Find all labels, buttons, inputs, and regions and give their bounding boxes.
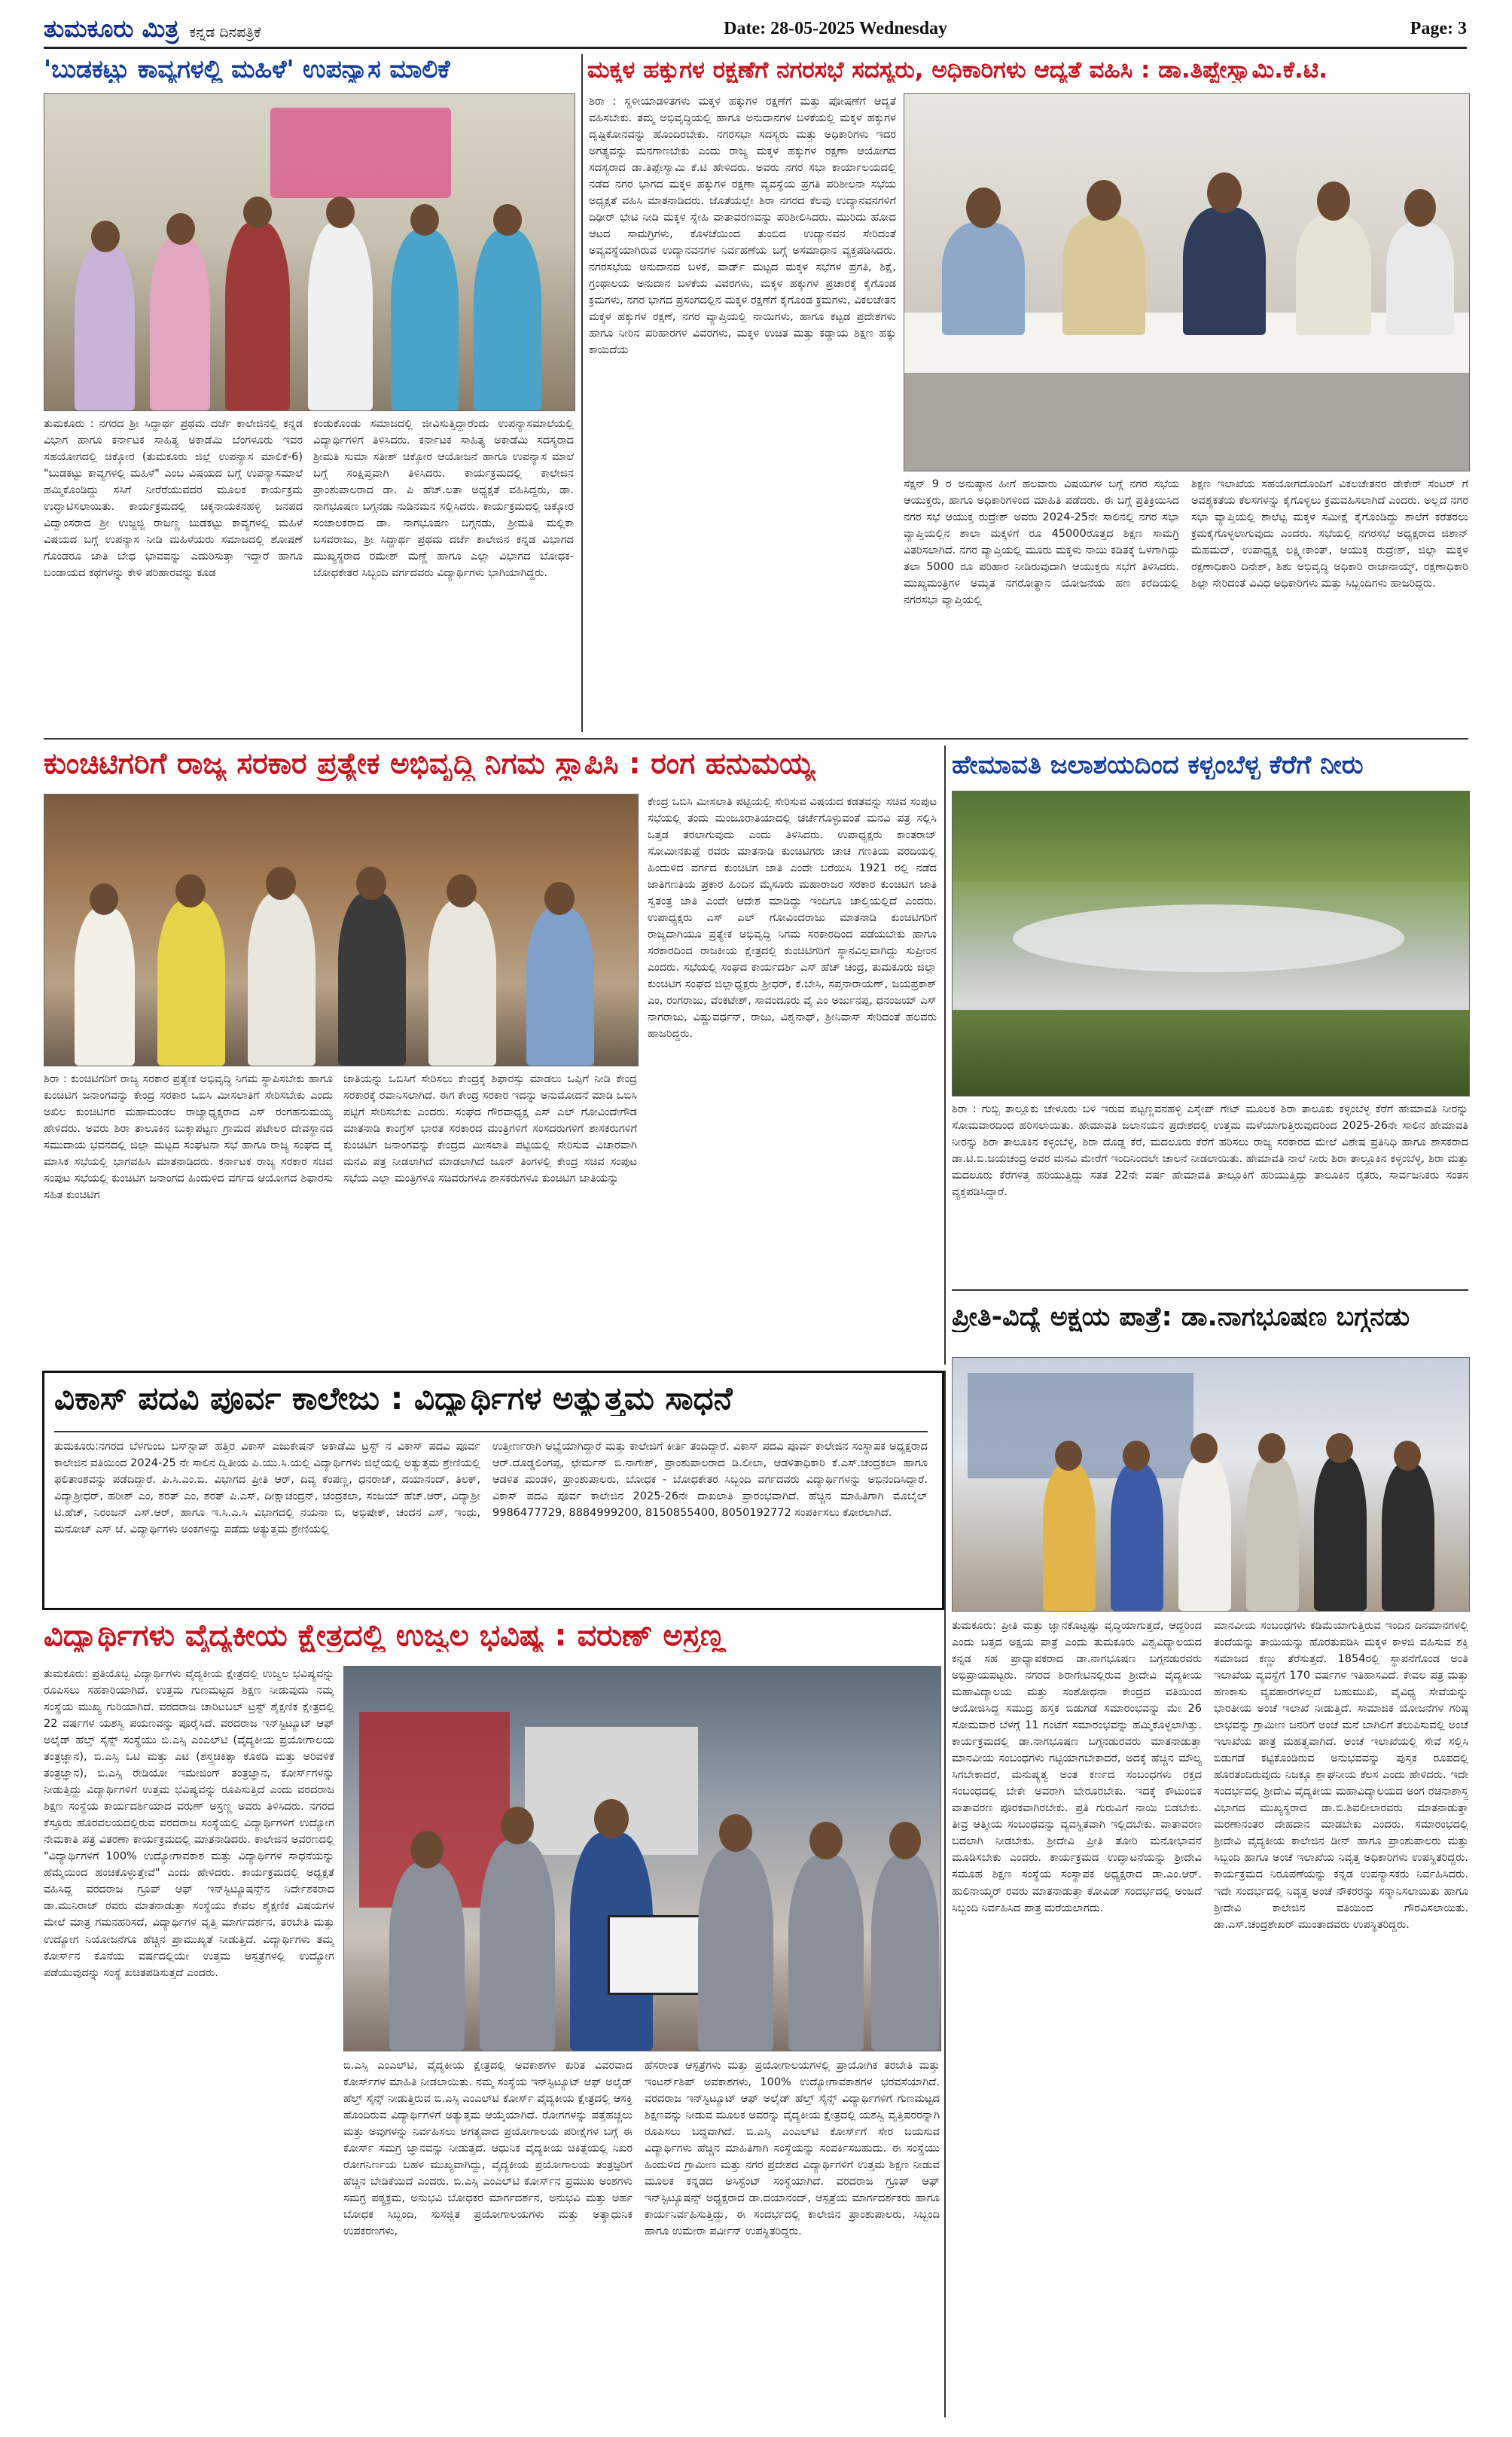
article-3-headline: ಕುಂಚಿಟಿಗರಿಗೆ ರಾಜ್ಯ ಸರಕಾರ ಪ್ರತ್ಯೇಕ ಅಭಿವೃದ್ಧಿ ನಿಗಮ ಸ್ಥಾಪಿಸಿ : ರಂಗ ಹನುಮಯ್ಯ <box>44 749 815 781</box>
article-1-photo <box>44 93 575 411</box>
page-number: Page: 3 <box>1410 18 1467 38</box>
article-4-photo <box>952 791 1470 1096</box>
article-5-body-col-1: ತುಮಕೂರು:ನಗರದ ಬೆಳಗುಂಬ ಬಸ್‌ಸ್ಟಾಪ್ ಹತ್ತಿರ ವಿಕಾಸ್ ಎಜುಕೇಷನ್ ಅಕಾಡೆಮಿ ಟ್ರಸ್ಟ್ ನ ವಿಕಾಸ್ ಪದವಿ ಪೂರ್ವ ಕಾಲೇಜಿನ ವತಿಯಿಂದ 2024-25 ನೇ ಸಾಲಿನ ದ್ವಿತೀಯ ಪಿ.ಯು.ಸಿ.ಯಲ್ಲಿ ವಿದ್ಯಾರ್ಥಿಗಳು ಜಿಲ್ಲೆಯಲ್ಲಿ ಅತ್ಯುತ್ತಮ ಶ್ರೇಣಿಯಲ್ಲಿ ಫಲಿತಾಂಶವನ್ನು ಪಡೆದಿದ್ದಾರೆ. ಪಿ.ಸಿ.ಎಂ.ಬಿ. ವಿಭಾಗದ ಪ್ರೀತಿ ಆರ್, ದಿವ್ಯ ಕೆಂಪಣ್ಣ, ಧನರಾಜ್, ದಯಾನಂದ್, ತಿಲಕ್, ವಿದ್ಯಾಶ್ರೀಧರ್, ಹರೀಶ್ ಎಂ, ಶರತ್ ಎಂ, ಶರತ್ ಪಿ.ಎಸ್, ದೀಕ್ಷಾಚಂದ್ರನ್, ಚಂದ್ರಕಲಾ, ಸಂಜಯ್ ಹೆಚ್.ಆರ್, ವಿದ್ಯಾಶ್ರೀ ಟಿ.ಹೆಚ್, ನಿರಂಜನ್ ಎಸ್.ಆರ್, ಹಾಗೂ ಇ.ಸಿ.ಎ.ಸಿ ವಿಭಾಗದಲ್ಲಿ ನಯನಾ ಬಿ, ಅಭಿಷೇಕ್, ಚಂದನ ಎಸ್, ಇಂಧು, ಮನೋಜ್ ಎಸ್ ಜೆ. ವಿದ್ಯಾರ್ಥಿಗಳು ಅಂಕಗಳನ್ನು ಪಡೆದು ಅತ್ಯುತ್ತಮ ಶ್ರೇಣಿಯಲ್ಲಿ <box>54 1441 480 1536</box>
article-1-headline: 'ಬುಡಕಟ್ಟು ಕಾವ್ಯಗಳಲ್ಲಿ ಮಹಿಳೆ' ಉಪನ್ಯಾಸ ಮಾಲಿಕೆ <box>44 56 450 84</box>
article-7-body-col-1: ತುಮಕೂರು: ಪ್ರತಿಯೊಬ್ಬ ವಿದ್ಯಾರ್ಥಿಗಳು ವೈದ್ಯಕೀಯ ಕ್ಷೇತ್ರದಲ್ಲಿ ಉಜ್ವಲ ಭವಿಷ್ಯವನ್ನು ರೂಪಿಸಲು ಸಹಕಾರಿಯಾಗಿದೆ. ಉತ್ತಮ ಗುಣಮಟ್ಟದ ಶಿಕ್ಷಣ ನೀಡುವುದು ನಮ್ಮ ಸಂಸ್ಥೆಯ ಮುಖ್ಯ ಗುರಿಯಾಗಿದೆ. ವರದರಾಜ ಚಾರಿಟಬಲ್ ಟ್ರಸ್ಟ್ ಶೈಕ್ಷಣಿಕ ಕ್ಷೇತ್ರದಲ್ಲಿ 22 ವರ್ಷಗಳ ಯಶಸ್ವಿ ಪಯಣವನ್ನು ಪೂರೈಸಿದೆ. ವರದರಾಜ ಇನ್‌ಸ್ಟಿಟ್ಯೂಟ್ ಆಫ್ ಅಲೈಡ್ ಹೆಲ್ತ್ ಸೈನ್ಸ್ ಸಂಸ್ಥೆಯು ಬಿ.ಎಸ್ಸಿ ಎಂಎಲ್‌ಟಿ (ವೈದ್ಯಕೀಯ ಪ್ರಯೋಗಾಲಯ ತಂತ್ರಜ್ಞಾನ), ಬಿ.ಎಸ್ಸಿ ಒಟಿ ಮತ್ತು ಎಟಿ (ಶಸ್ತ್ರಚಿಕಿತ್ಸಾ ಕೊಠಡಿ ಮತ್ತು ಅರಿವಳಿಕೆ ತಂತ್ರಜ್ಞಾನ), ಬಿ.ಎಸ್ಸಿ ರೇಡಿಯೋ ಇಮೇಜಿಂಗ್ ತಂತ್ರಜ್ಞಾನ, ಕೋರ್ಸ್‌ಗಳನ್ನು ನೀಡುತ್ತಿದ್ದು ವಿದ್ಯಾರ್ಥಿಗಳಿಗೆ ಉತ್ತಮ ಭವಿಷ್ಯವನ್ನು ರೂಪಿಸುತ್ತಿದೆ ಎಂದು ವರದರಾಜ ಶಿಕ್ಷಣ ಸಂಸ್ಥೆಯ ಕಾರ್ಯದರ್ಶಿಯಾದ ವರುಣ್ ಅಸ್ರಣ್ಣ ಅವರು ತಿಳಿಸಿದರು. ನಗರದ ಕೆಸ್ತೂರು ಹೊರವಲಯದಲ್ಲಿರುವ ವರದರಾಜ ಸಂಸ್ಥೆಯಲ್ಲಿ ವಿದ್ಯಾರ್ಥಿಗಳಿಗೆ ಉದ್ಯೋಗ ನೇಮಕಾತಿ ಪತ್ರ ವಿತರಣಾ ಕಾರ್ಯಕ್ರಮದಲ್ಲಿ ಮಾತನಾಡಿದರು. ಕಾಲೇಜಿನ ಅವರಣದಲ್ಲಿ "ವಿದ್ಯಾರ್ಥಿಗಳಿಗೆ 100% ಉದ್ಯೋಗಾವಕಾಶ ಮತ್ತು ವಿದ್ಯಾರ್ಥಿಗಳ ಸಾಧನೆಯನ್ನು ಹೆಮ್ಮೆಯಿಂದ ಹಂಚಿಕೊಳ್ಳುತ್ತೇವೆ" ಎಂದು ಹೇಳಿದರು. ಕಾರ್ಯಕ್ರಮದಲ್ಲಿ ಅಧ್ಯಕ್ಷತೆ ವಹಿಸಿದ್ದ ವರದರಾಜ ಗ್ರೂಪ್ ಆಫ್ ಇನ್‌ಸ್ಟಿಟ್ಯೂಷನ್ಸ್‌ನ ನಿರ್ದೇಶಕರಾದ ಡಾ.ಮುನಿರಾಜ್ ರವರು ಮಾತನಾಡುತ್ತಾ ಸಂಸ್ಥೆಯು ಕೇವಲ ಶೈಕ್ಷಣಿಕ ವಿಷಯಗಳ ಮೇಲೆ ಮಾತ್ರ ಗಮನಹರಿಸದೆ, ವಿದ್ಯಾರ್ಥಿಗಳ ವೃತ್ತಿ ಮಾರ್ಗದರ್ಶನ, ತರಬೇತಿ ಮತ್ತು ಉದ್ಯೋಗ ನಿಯೋಜನೆಗೂ ಹೆಚ್ಚಿನ ಪ್ರಾಮುಖ್ಯತೆ ನೀಡುತ್ತಿದೆ. ವಿದ್ಯಾರ್ಥಿಗಳು ತಮ್ಮ ಕೋರ್ಸ್‌ನ ಕೊನೆಯ ವರ್ಷದಲ್ಲಿಯೇ ಉತ್ತಮ ಆಸ್ಪತ್ರೆಗಳಲ್ಲಿ ಉದ್ಯೋಗ ಪಡೆಯುವುದನ್ನು ಸಂಸ್ಥೆ ಖಚಿತಪಡಿಸುತ್ತದೆ ಎಂದರು. <box>44 1668 334 1979</box>
article-7-photo <box>343 1666 941 2051</box>
article-1-body-col-1: ತುಮಕೂರು : ನಗರದ ಶ್ರೀ ಸಿದ್ಧಾರ್ಥ ಪ್ರಥಮ ದರ್ಜೆ ಕಾಲೇಜಿನಲ್ಲಿ ಕನ್ನಡ ವಿಭಾಗ ಹಾಗೂ ಕರ್ನಾಟಕ ಸಾಹಿತ್ಯ ಅಕಾಡೆಮಿ ಬೆಂಗಳೂರು ಇವರ ಸಹಯೋಗದಲ್ಲಿ ಚಿಕ್ಕೋರ (ತುಮಕೂರು ಜಿಲ್ಲೆ ಉಪನ್ಯಾಸ ಮಾಲಿಕೆ-6) "ಬುಡಕಟ್ಟು ಕಾವ್ಯಗಳಲ್ಲಿ ಮಹಿಳೆ" ಎಂಬ ವಿಷಯದ ಬಗ್ಗೆ ಉಪನ್ಯಾಸಮಾಲೆ ಹಮ್ಮಿಕೊಂಡಿದ್ದು ಸಸಿಗೆ ನೀರೆರೆಯುವದರ ಮೂಲಕ ಕಾರ್ಯಕ್ರಮ ಉದ್ಘಾಟಿಸಲಾಯಿತು. ಕಾರ್ಯಕ್ರಮದಲ್ಲಿ ಚಿಕ್ಕನಾಯಕನಹಳ್ಳಿ ಜನಪದ ವಿದ್ವಾಂಸರಾದ ಶ್ರೀ ಉಜ್ಜಜ್ಜಿ ರಾಜಣ್ಣ ಬುಡಕಟ್ಟು ಕಾವ್ಯಗಳಲ್ಲಿ ಮಹಿಳೆ ವಿಷಯದ ಬಗ್ಗೆ ಉಪನ್ಯಾಸ ನೀಡಿ ಮಹಿಳೆಯರು ಸಮಾಜದಲ್ಲಿ ಶೋಷಣೆ ಗೊಂಡರೂ ಜಾತಿ ಬೇಧ ಭಾವವನ್ನು ಎದುರಿಸುತ್ತಾ ಇದ್ದಾರೆ ಹಾಗೂ ಬಂಡಾಯದ ಕಥೆಗಳನ್ನು ಕೇಳಿ ಪರಿಹಾರವನ್ನು ಕೂಡ <box>44 418 303 580</box>
article-6-photo <box>952 1357 1470 1612</box>
article-5-headline: ವಿಕಾಸ್ ಪದವಿ ಪೂರ್ವ ಕಾಲೇಜು : ವಿದ್ಯಾರ್ಥಿಗಳ ಅತ್ಯುತ್ತಮ ಸಾಧನೆ <box>54 1381 733 1417</box>
article-6-headline: ಪ್ರೀತಿ-ವಿದ್ಯೆ ಅಕ್ಷಯ ಪಾತ್ರೆ: ಡಾ.ನಾಗಭೂಷಣ ಬಗ್ಗನಡು <box>952 1303 1410 1332</box>
article-3-body-col-2: ಜಾತಿಯನ್ನು ಒಬಿಸಿಗೆ ಸೇರಿಸಲು ಕೇಂದ್ರಕ್ಕೆ ಶಿಫಾರಸ್ಸು ಮಾಡಲು ಒಪ್ಪಿಗೆ ನೀಡಿ ಕೇಂದ್ರ ಸರಕಾರಕ್ಕೆ ರವಾನಿಸಲಾಗಿದೆ. ಈಗ ಕೇಂದ್ರ ಸರಕಾರ ಇದನ್ನು ಅನುಮೋದನೆ ಮಾಡಿ ಒಬಿಸಿ ಪಟ್ಟಿಗೆ ಸೇರಿಸಬೇಕು ಎಂದರು. ಸಂಘದ ಗೌರವಾಧ್ಯಕ್ಷ ಎಸ್ ಎಲ್ ಗೋವಿಂದೇಗೌಡ ಮಾತನಾಡಿ ಕಾಂಗ್ರೆಸ್ ಭಾರತ ಸರಕಾರದ ಮಂತ್ರಿಗಳಿಗೆ ಸಂಸದರುಗಳಿಗೆ ಶಾಸಕರುಗಳಿಗೆ ಕುಂಚಿಟಿಗ ಜನಾಂಗವನ್ನು ಕೇಂದ್ರದ ಮೀಸಲಾತಿ ಪಟ್ಟಿಯಲ್ಲಿ ಸೇರಿಸುವ ವಿಚಾರವಾಗಿ ಮನವಿ ಪತ್ರ ನೀಡಲಾಗಿದೆ ಮಾಡಲಾಗಿದೆ ಜೂನ್ ತಿಂಗಳಲ್ಲಿ ಕೇಂದ್ರ ಸಚಿವ ಸಂಪುಟ ಸಭೆಯ ಎಲ್ಲಾ ಮಂತ್ರಿಗಳೂ ಸಚಿವರುಗಳೂ ಶಾಸಕರುಗಳೂ ಕುಂಚಿಟಿಗ ಜಾತಿಯನ್ನು <box>343 1073 637 1185</box>
article-3-photo <box>44 794 639 1066</box>
article-2-body-col-2: ಸೆಕ್ಷನ್ 9 ರ ಅನುಷ್ಠಾನ ಹೀಗೆ ಹಲವಾರು ವಿಷಯಗಳ ಬಗ್ಗೆ ನಗರ ಸಭೆಯ ಆಯುಕ್ತರು, ಹಾಗೂ ಅಧಿಕಾರಿಗಳಿಂದ ಮಾಹಿತಿ ಪಡೆದರು. ಈ ಬಗ್ಗೆ ಪ್ರತಿಕ್ರಿಯಿಸಿದ ನಗರ ಸಭೆ ಆಯುಕ್ತ ರುದ್ರೇಶ್ ಅವರು 2024-25ನೇ ಸಾಲಿನಲ್ಲಿ ನಗರ ಸಭಾ ವ್ಯಾಪ್ತಿಯಲ್ಲಿನ ಶಾಲಾ ಮಕ್ಕಳಿಗೆ ರೂ 45000ರೊತ್ತದ ಶಿಕ್ಷಣ ಸಾಮಗ್ರಿ ವಿತರಿಸಲಾಗಿದೆ. ನಗರ ವ್ಯಾಪ್ತಿಯಲ್ಲಿ ಮೂರು ಮಕ್ಕಳು ನಾಯಿ ಕಡಿತಕ್ಕೆ ಒಳಗಾಗಿದ್ದು ತಲಾ 5000 ರೂ ಪರಿಹಾರ ನೀಡಿರುವುದಾಗಿ ಆಯುಕ್ತರು ಸಭೆಗೆ ತಿಳಿಸಿದರು. ಮುಖ್ಯಮಂತ್ರಿಗಳ ಅಮೃತ ನಗರೋತ್ಥಾನ ಯೋಜನೆಯ ಹಣ ಕರೆದಿಯಲ್ಲಿ ನಗರಸಭಾ ವ್ಯಾಪ್ತಿಯಲ್ಲಿ <box>904 478 1179 607</box>
masthead <box>44 11 1467 49</box>
article-4-headline: ಹೇಮಾವತಿ ಜಲಾಶಯದಿಂದ ಕಳ್ಳಂಬೆಳ್ಳ ಕೆರೆಗೆ ನೀರು <box>952 752 1364 780</box>
article-2-photo <box>904 93 1470 471</box>
article-2-body-col-1: ಶಿರಾ : ಸ್ಥಳೀಯಾಡಳಿತಗಳು ಮಕ್ಕಳ ಹಕ್ಕುಗಳ ರಕ್ಷಣೆಗೆ ಮತ್ತು ಪೋಷಣೆಗೆ ಆದ್ಯತೆ ವಹಿಸಬೇಕು. ತಮ್ಮ ಅಭಿವೃದ್ಧಿಯಲ್ಲಿ ಹಾಗೂ ಅನುದಾನಗಳ ಬಳಕೆಯಲ್ಲಿ ಮಕ್ಕಳ ಹಕ್ಕುಗಳ ದೃಷ್ಟಿಕೋನವನ್ನು ಹೊಂದಿರಬೇಕು. ನಗರಸಭಾ ಸದಸ್ಯರು ಮತ್ತು ಅಧಿಕಾರಿಗಳು ಇದರ ಅಗತ್ಯವನ್ನು ಮನಗಾಣಬೇಕು ಎಂದು ರಾಜ್ಯ ಮಕ್ಕಳ ಹಕ್ಕುಗಳ ರಕ್ಷಣಾ ಆಯೋಗದ ಸದಸ್ಯರಾದ ಡಾ.ತಿಪ್ಪೇಸ್ವಾಮಿ ಕೆ.ಟಿ ಹೇಳಿದರು. ಅವರು ನಗರ ಸಭಾ ಕಾರ್ಯಾಲಯದಲ್ಲಿ ನಡೆದ ನಗರ ಭಾಗದ ಮಕ್ಕಳ ಹಕ್ಕುಗಳ ರಕ್ಷಣಾ ವ್ಯವಸ್ಥೆಯ ಪ್ರಗತಿ ಪರಿಶೀಲನಾ ಸಭೆಯ ಅಧ್ಯಕ್ಷತೆ ವಹಿಸಿ ಮಾತನಾಡಿದರು. ಜೊತೆಯಲ್ಲೇ ಶಿರಾ ನಗರದ ಕೆಲವು ಉದ್ಯಾನವನಗಳಿಗೆ ದಿಢೀರ್ ಭೇಟಿ ನೀಡಿ ಮಕ್ಕಳ ಸ್ನೇಹಿ ವಾತಾವರಣವನ್ನು ಪರಿಶೀಲಿಸಿದರು. ಮುರಿದು ಹೋದ ಆಟದ ಸಾಮಗ್ರಿಗಳು, ಕೊಳಚೆಯಿಂದ ತುಂಬಿದ ಉದ್ಯಾನವನ ಸೇರಿದಂತೆ ಅವ್ಯವಸ್ಥೆಯಾಗಿರುವ ಉದ್ಯಾನವನಗಳ ನಿರ್ವಹಣೆಯ ಬಗ್ಗೆ ಅಸಮಾಧಾನ ವ್ಯಕ್ತಪಡಿಸಿದರು. ನಗರಸಭೆಯ ಅನುದಾನದ ಬಳಕೆ, ವಾರ್ಡ್ ಮಟ್ಟದ ಮಕ್ಕಳ ಸಭೆಗಳ ಪ್ರಗತಿ, ಶಿಕ್ಷೆ, ಗ್ರಂಥಾಲಯ ಅನುದಾನ ಬಳಕೆಯ ವಿವರಗಳು, ಮಕ್ಕಳ ಹಕ್ಕುಗಳ ಪ್ರಚಾರಕ್ಕೆ ಕೈಗೊಂಡ ಕ್ರಮಗಳು, ನಗರ ಭಾಗದ ಪ್ರಸಂಗದಲ್ಲಿನ ಮಕ್ಕಳ ರಕ್ಷಣೆಗೆ ಕೈಗೊಂಡ ಕ್ರಮಗಳು, ವಿಕಲಚೇತನ ಮಕ್ಕಳ ಹಕ್ಕುಗಳ ರಕ್ಷಣೆ, ನಗರ ವ್ಯಾಪ್ತಿಯಲ್ಲಿ ನಾಯಿಗಳು, ಹಾಗೂ ಕಟ್ಟಡ ಪ್ರದೇಶಗಳು ಹಾಗೂ ನೀರಿನ ಪರಿಹಾರಗಳ ವಿವರಗಳು, ಮಕ್ಕಳ ಉಚಿತ ಮತ್ತು ಕಡ್ಡಾಯ ಶಿಕ್ಷಣ ಹಕ್ಕು ಕಾಯಿದೆಯ <box>589 96 896 357</box>
issue-date: Date: 28-05-2025 Wednesday <box>724 18 948 38</box>
article-7-headline: ವಿದ್ಯಾರ್ಥಿಗಳು ವೈದ್ಯಕೀಯ ಕ್ಷೇತ್ರದಲ್ಲಿ ಉಜ್ವಲ ಭವಿಷ್ಯ : ವರುಣ್ ಅಸ್ರಣ್ಣ <box>44 1619 726 1652</box>
article-3-body-col-1: ಶಿರಾ : ಕುಂಚಿಟಿಗರಿಗೆ ರಾಜ್ಯ ಸರಕಾರ ಪ್ರತ್ಯೇಕ ಅಭಿವೃದ್ಧಿ ನಿಗಮ ಸ್ಥಾಪಿಸಬೇಕು ಹಾಗೂ ಕುಂಚಿಟಿಗ ಜನಾಂಗವನ್ನು ಕೇಂದ್ರ ಸರಕಾರ ಒಬಿಸಿ ಮೀಸಲಾತಿಗೆ ಸೇರಿಸಬೇಕು ಎಂದು ಅಖಿಲ ಕುಂಚಿಟಿಗರ ಮಹಾಮಂಡಲ ರಾಜ್ಯಾಧ್ಯಕ್ಷರಾದ ಎಸ್ ರಂಗಹನುಮಯ್ಯ ಹೇಳಿದರು. ಅವರು ಶಿರಾ ತಾಲೂಕಿನ ಬುಕ್ಕಾಪಟ್ಟಣ ಗ್ರಾಮದ ಪಟೇಲರ ದೇವಸ್ಥಾನದ ಸಮುದಾಯ ಭವನದಲ್ಲಿ ಜಿಲ್ಲಾ ಮಟ್ಟದ ಸಂಘಟನಾ ಸಭೆ ಹಾಗೂ ರಾಜ್ಯ ಸಂಘದ ವೈ ಮಾಸಿಕ ಸಭೆಯಲ್ಲಿ ಭಾಗವಹಿಸಿ ಮಾತನಾಡಿದರು. ಕರ್ನಾಟಕ ರಾಜ್ಯ ಸರಕಾರ ಸಚಿವ ಸಂಪುಟ ಸಭೆಯಲ್ಲಿ ಕುಂಚಿಟಿಗ ಜನಾಂಗದ ಹಿಂದುಳಿದ ವರ್ಗದ ಆಯೋಗದ ಶಿಫಾರಸು ಸಹಿತ ಕುಂಚಿಟಿಗ <box>44 1073 333 1202</box>
article-6-body-col-2: ಮಾನವೀಯ ಸಂಬಂಧಗಳು ಕಡಿಮೆಯಾಗುತ್ತಿರುವ ಇಂದಿನ ದಿನಮಾನಗಳಲ್ಲಿ ತಂದೆಯನ್ನು ತಾಯಿಯನ್ನು ಹೊರತುಪಡಿಸಿ ಮಕ್ಕಳ ಕಾಳಜಿ ವಹಿಸುವ ಶಕ್ತಿ ಸಮಾಜದ ಕಣ್ಣು ತೆರೆಸುತ್ತದೆ. 1854ರಲ್ಲಿ ಸ್ಥಾಪನೆಗೊಂಡ ಅಂತಿ ಇಲಾಖೆಯ ವ್ಯವಸ್ಥೆಗೆ 170 ವರ್ಷಗಳ ಇತಿಹಾಸವಿದೆ. ಕೇವಲ ಪತ್ರ ಮತ್ತು ಹಣಕಾಸು ವ್ಯವಹಾರಗಳಲ್ಲದೆ ಬಹುಮುಖಿ, ವೈವಿಧ್ಯ ಸೇವೆಯನ್ನು ಭಾರತೀಯ ಅಂಚೆ ಇಲಾಖೆ ನೀಡುತ್ತಿದೆ. ಸಾಮಾಜಿಕ ಯೋಜನೆಗಳ ಗರಿಷ್ಠ ಲಾಭವನ್ನು ಗ್ರಾಮೀಣ ಜನರಿಗೆ ಅಂಚೆ ಮನೆ ಬಾಗಿಲಿಗೆ ತಲುಪಿಸುವಲ್ಲಿ ಅಂಚೆ ಇಲಾಖೆಯ ಪಾತ್ರ ಮಹತ್ವವಾಗಿದೆ. ಅಂಚೆ ಇಲಾಖೆಯಲ್ಲಿ ಸೇವೆ ಸಲ್ಲಿಸಿ ಬಿಡುಗಡೆ ಕಟ್ಟಿಕೊಂಡಿರುವ ಅನುಭವವನ್ನು ಪುಸ್ತಕ ರೂಪದಲ್ಲಿ ಹೊರತಂದಿರುವುದು ನಿಜಕ್ಕೂ ಶ್ಲಾಘನೀಯ ಕೆಲಸ ಎಂದು ಹೇಳಿದರು. ಇದೇ ಸಂದರ್ಭದಲ್ಲಿ ಶ್ರೀದೇವಿ ವೈದ್ಯಕೀಯ ಮಹಾವಿದ್ಯಾಲಯದ ಅಂಗ ರಚನಾಶಾಸ್ತ್ರ ವಿಭಾಗದ ಮುಖ್ಯಸ್ಥರಾದ ಡಾ.ಬಿ.ಶಿವಲೀಲಾರವರು ಮಾತನಾಡುತ್ತಾ ಮರಣಾನಂತರ ದೇಹದಾನ ಮಾಡಬೇಕು ಎಂದರು. ಸಮಾರಂಭದಲ್ಲಿ ಶ್ರೀದೇವಿ ವೈದ್ಯಕೀಯ ಕಾಲೇಜಿನ ಡೀನ್ ಹಾಗೂ ಪ್ರಾಂಶುಪಾಲರು ಮತ್ತು ಸಿಬ್ಬಂದಿ ಹಾಗೂ ಅಂಚೆ ಇಲಾಖೆಯ ನಿವೃತ್ತ ಅಧಿಕಾರಿಗಳು ಉಪಸ್ಥಿತರಿದ್ದರು. ಕಾರ್ಯಕ್ರಮದ ನಿರೂಪಣೆಯನ್ನು ಕನ್ನಡ ಉಪನ್ಯಾಸಕರು ನಿರ್ವಹಿಸಿದರು. ಇದೇ ಸಂದರ್ಭದಲ್ಲಿ ನಿವೃತ್ತ ಅಂಚೆ ನೌಕರರನ್ನು ಸನ್ಮಾನಿಸಲಾಯಿತು ಹಾಗೂ ಶ್ರೀದೇವಿ ಕಾಲೇಜಿನ ವತಿಯಿಂದ ಗೌರವಿಸಲಾಯಿತು. ಡಾ.ಎಸ್.ಚಂದ್ರಶೇಖರ್ ಮುಂತಾದವರು ಉಪಸ್ಥಿತರಿದ್ದರು. <box>1214 1620 1468 1931</box>
article-7-body-col-3: ಹೆಸರಾಂತ ಆಸ್ಪತ್ರೆಗಳು ಮತ್ತು ಪ್ರಯೋಗಾಲಯಗಳಲ್ಲಿ ಪ್ರಾಯೋಗಿಕ ತರಬೇತಿ ಮತ್ತು ಇಂಟರ್ನ್‌ಶಿಪ್ ಅವಕಾಶಗಳು, 100% ಉದ್ಯೋಗಾವಕಾಶಗಳ ಭರವಸೆಯಾಗಿದೆ. ವರದರಾಜ ಇನ್‌ಸ್ಟಿಟ್ಯೂಟ್ ಆಫ್ ಅಲೈಡ್ ಹೆಲ್ತ್ ಸೈನ್ಸ್ ವಿದ್ಯಾರ್ಥಿಗಳಿಗೆ ಗುಣಮಟ್ಟದ ಶಿಕ್ಷಣವನ್ನು ನೀಡುವ ಮೂಲಕ ಅವರನ್ನು ವೈದ್ಯಕೀಯ ಕ್ಷೇತ್ರದಲ್ಲಿ ಯಶಸ್ವಿ ವೃತ್ತಿಪರರನ್ನಾಗಿ ರೂಪಿಸಲು ಬದ್ಧವಾಗಿದೆ. ಬಿ.ಎಸ್ಸಿ ಎಂಎಲ್‌ಟಿ ಕೋರ್ಸ್‌ಗೆ ಸೇರ ಬಯಸುವ ವಿದ್ಯಾರ್ಥಿಗಳು ಹೆಚ್ಚಿನ ಮಾಹಿತಿಗಾಗಿ ಸಂಸ್ಥೆಯನ್ನು ಸಂಪರ್ಕಿಸಬಹುದು. ಈ ಸಂಸ್ಥೆಯು ಹಿಂದುಳಿದ ಗ್ರಾಮೀಣ ಮತ್ತು ನಗರ ಪ್ರದೇಶದ ವಿದ್ಯಾರ್ಥಿಗಳಿಗೆ ಉತ್ತಮ ಶಿಕ್ಷಣ ನೀಡುವ ಮೂಲಕ ಕನ್ನಡದ ಅಸಿಸ್ಟೆಂಟ್ ಸಂಸ್ಥೆಯಾಗಿದೆ. ವರದರಾಜ ಗ್ರೂಪ್ ಆಫ್ ಇನ್‌ಸ್ಟಿಟ್ಯೂಷನ್ಸ್ ಅಧ್ಯಕ್ಷರಾದ ಡಾ.ದಯಾನಂದ್, ಆಸ್ಪತ್ರೆಯ ಮಾರ್ಗದರ್ಶಕರು ಹಾಗೂ ಕಾರ್ಯನಿರ್ವಹಿಸುತ್ತಿದ್ದು, ಈ ಸಂದರ್ಭದಲ್ಲಿ ಕಾಲೇಜಿನ ಪ್ರಾಂಶುಪಾಲರು, ಸಿಬ್ಬಂದಿ ಹಾಗೂ ಉಮೇರಾ ಪರ್ವೀನ್ ಉಪಸ್ಥಿತರಿದ್ದರು. <box>645 2060 940 2238</box>
article-3-body-col-3: ಕೇಂದ್ರ ಒಬಿಸಿ ಮೀಸಲಾತಿ ಪಟ್ಟಿಯಲ್ಲಿ ಸೇರಿಸುವ ವಿಷಯದ ಕಡತವನ್ನು ಸಚಿವ ಸಂಪುಟ ಸಭೆಯಲ್ಲಿ ತಂದು ಮಂಜೂರಾತಿಯಾದಲ್ಲಿ ಚರ್ಚೆಗೊಳ್ಳುವಂತೆ ಮನವಿ ಪತ್ರ ಸಲ್ಲಿಸಿ ಒತ್ತಡ ತರಲಾಗುವುದು ಎಂದು ತಿಳಿಸಿದರು. ಉಪಾಧ್ಯಕ್ಷರು ಕಾಂತರಾಜ್ ಸೋಮೀನಕುಪ್ಪೆ ರವರು ಮಾತನಾಡಿ ಕುಂಚಿಟಿಗರು ಚಾಚ ಗಣತಿಯ ವರದಿಯಲ್ಲಿ ಹಿಂದುಳಿದ ವರ್ಗದ ಕುಂಚಿಟಿಗ ಜಾತಿ ಎಂದೇ ಬರೆಯಿಸಿ 1921 ರಲ್ಲಿ ನಡೆದ ಜಾತಿಗಣತಿಯ ಪ್ರಕಾರ ಹಿಂದಿನ ಮೈಸೂರು ಮಹಾರಾಜರ ಸರಕಾರ ಕುಂಚಿಟಿಗ ಜಾತಿ ಸ್ವತಂತ್ರ ಜಾತಿ ಎಂದೇ ಆದೇಶ ಮಾಡಿದ್ದು ಇಂದಿಗೂ ಚಾಲ್ತಿಯಲ್ಲಿದೆ ಎಂದರು. ಉಪಾಧ್ಯಕ್ಷರು ಎಸ್ ಎಲ್ ಗೋವಿಂದರಾಜು ಮಾತನಾಡಿ ಕುಂಚಿಟಿಗರಿಗೆ ರಾಜ್ಯದಾಗಿಯೂ ಪ್ರತ್ಯೇಕ ಅಭಿವೃದ್ಧಿ ನಿಗಮ ಸರಕಾರದಿಂದ ಪಡೆಯಬೇಕು ಹಾಗೂ ಸರಕಾರದಿಂದ ರಾಜಕೀಯ ಕ್ಷೇತ್ರದಲ್ಲಿ ಕುಂಚಿಟಿಗರಿಗೆ ಸ್ಥಾನವಿಲ್ಲವಾಗಿದ್ದು ಸುಪ್ರೀಂನ ಎಂದರು. ಸಭೆಯಲ್ಲಿ ಸಂಘದ ಕಾರ್ಯದರ್ಶಿ ಎಸ್ ಹೆಚ್ ಚಂದ್ರ, ತುಮಕೂರು ಜಿಲ್ಲಾ ಕುಂಚಿಟಿಗ ಸಂಘದ ಜಿಲ್ಲಾಧ್ಯಕ್ಷರು ಶ್ರೀಧರ್, ಕೆ.ಬೇಸಿ, ಸಪ್ತನಾರಾಯಣ್, ಜಯಪ್ರಕಾಶ್ ಎಂ, ರಂಗರಾಜು, ವೆಂಕಟೇಶ್, ಸಾವಂದೂರು ವೈ ಎಂ ಅರ್ಜುನಪ್ಪ, ಧನಂಜಯ್ ಎಸ್ ನಾಗರಾಜು, ವಿಷ್ಣುವರ್ಧನ್, ರಾಜು, ವಿಶ್ವನಾಥ್, ಶ್ರೀನಿವಾಸ್ ಸೇರಿದಂತೆ ಹಲವರು ಹಾಜರಿದ್ದರು. <box>648 796 937 1041</box>
article-5-body-col-2: ಉತ್ತೀರ್ಣರಾಗಿ ಅಭ್ಯೆಯಾಗಿದ್ದಾರೆ ಮತ್ತು ಕಾಲೇಜಿಗೆ ಕೀರ್ತಿ ತಂದಿದ್ದಾರೆ. ವಿಕಾಸ್ ಪದವಿ ಪೂರ್ವ ಕಾಲೇಜಿನ ಸಂಸ್ಥಾಪಕ ಅಧ್ಯಕ್ಷರಾದ ಆರ್.ದೊಡ್ಡಲಿಂಗಪ್ಪ, ಛೇರ್ಮನ್ ಬಿ.ನಾಗೇಶ್, ಪ್ರಾಂಶುಪಾಲರಾದ ಡಿ.ಲೀಲಾ, ಆಡಳಿತಾಧಿಕಾರಿ ಕೆ.ಎಸ್.ಚಂದ್ರಕಲಾ ಹಾಗೂ ಆಡಳಿತ ಮಂಡಳಿ, ಪ್ರಾಂಶುಪಾಲರು, ಬೋಧಕ - ಬೋಧಕೇತರ ಸಿಬ್ಬಂದಿ ವರ್ಗದವರು ವಿದ್ಯಾರ್ಥಿಗಳನ್ನು ಅಭಿನಂದಿಸಿದ್ದಾರೆ. ವಿಕಾಸ್ ಪದವಿ ಪೂರ್ವ ಕಾಲೇಜಿನ 2025-26ನೇ ದಾಖಲಾತಿ ಪ್ರಾರಂಭವಾಗಿದೆ. ಹೆಚ್ಚಿನ ಮಾಹಿತಿಗಾಗಿ ಮೊಬೈಲ್ 9986477729, 8884999200, 8150855400, 8050192772 ಸಂಪರ್ಕಿಸಲು ಕೋರಲಾಗಿದೆ. <box>492 1441 928 1520</box>
newspaper-brand: ತುಮಕೂರು ಮಿತ್ರ <box>44 14 179 43</box>
article-7-body-col-2: ಬಿ.ಎಸ್ಸಿ ಎಂಎಲ್‌ಟಿ, ವೈದ್ಯಕೀಯ ಕ್ಷೇತ್ರದಲ್ಲಿ ಅವಕಾಶಗಳ ಕುರಿತ ವಿವರವಾದ ಕೋರ್ಸ್‌ಗಳ ಮಾಹಿತಿ ನೀಡಲಾಯಿತು. ನಮ್ಮ ಸಂಸ್ಥೆಯ ಇನ್‌ಸ್ಟಿಟ್ಯೂಟ್ ಆಫ್ ಅಲೈಡ್ ಹೆಲ್ತ್ ಸೈನ್ಸ್ ನೀಡುತ್ತಿರುವ ಬಿ.ಎಸ್ಸಿ ಎಂಎಲ್‌ಟಿ ಕೋರ್ಸ್ ವೈದ್ಯಕೀಯ ಕ್ಷೇತ್ರದಲ್ಲಿ ಆಸಕ್ತಿ ಹೊಂದಿರುವ ವಿದ್ಯಾರ್ಥಿಗಳಿಗೆ ಅತ್ಯುತ್ತಮ ಆಯ್ಕೆಯಾಗಿದೆ. ರೋಗಗಳನ್ನು ಪತ್ತೆಹಚ್ಚಲು ಮತ್ತು ಅವುಗಳನ್ನು ನಿರ್ವಹಿಸಲು ಅಗತ್ಯವಾದ ಪ್ರಯೋಗಾಲಯ ಪರೀಕ್ಷೆಗಳ ಬಗ್ಗೆ ಈ ಕೋರ್ಸ್ ಸಮಗ್ರ ಜ್ಞಾನವನ್ನು ನೀಡುತ್ತದೆ. ಆಧುನಿಕ ವೈದ್ಯಕೀಯ ಚಿಕಿತ್ಸೆಯಲ್ಲಿ ನಿಖರ ರೋಗನಿರ್ಣಯ ಬಹಳ ಮುಖ್ಯವಾಗಿದ್ದು, ವೈದ್ಯಕೀಯ ಪ್ರಯೋಗಾಲಯ ತಂತ್ರಜ್ಞರಿಗೆ ಹೆಚ್ಚಿನ ಬೇಡಿಕೆಯಿದೆ ಎಂದರು. ಬಿ.ಎಸ್ಸಿ ಎಂಎಲ್‌ಟಿ ಕೋರ್ಸ್‌ನ ಪ್ರಮುಖ ಅಂಶಗಳು ಸಮಗ್ರ ಪಠ್ಯಕ್ರಮ, ಅನುಭವಿ ಬೋಧಕರ ಮಾರ್ಗದರ್ಶನ, ಅನುಭವಿ ಮತ್ತು ಅರ್ಹ ಬೋಧಕ ಸಿಬ್ಬಂದಿ, ಸುಸಜ್ಜಿತ ಪ್ರಯೋಗಾಲಯಗಳು ಮತ್ತು ಅತ್ಯಾಧುನಿಕ ಉಪಕರಣಗಳು, <box>343 2060 633 2238</box>
article-1-body-col-2: ಕಂಡುಕೊಂಡು ಸಮಾಜದಲ್ಲಿ ಜೀವಿಸುತ್ತಿದ್ದಾರೆಂದು ಉಪನ್ಯಾಸಮಾಲೆಯಲ್ಲಿ ವಿದ್ಯಾರ್ಥಿಗಳಿಗೆ ತಿಳಿಸಿದರು. ಕರ್ನಾಟಕ ಸಾಹಿತ್ಯ ಅಕಾಡೆಮಿ ಸದಸ್ಯರಾದ ಶ್ರೀಮತಿ ಸುಮಾ ಸತೀಶ್ ಚಿಕ್ಕೋರ ಆಯೋಜನೆ ಹಾಗೂ ಉಪನ್ಯಾಸ ಮಾಲೆ ಬಗ್ಗೆ ಸಂಕ್ಷಿಪ್ತವಾಗಿ ತಿಳಿಸಿದರು. ಕಾರ್ಯಕ್ರಮದಲ್ಲಿ ಕಾಲೇಜಿನ ಪ್ರಾಂಶುಪಾಲರಾದ ಡಾ. ಪಿ ಹೆಚ್.ಲತಾ ಅಧ್ಯಕ್ಷತೆ ವಹಿಸಿದ್ದರು, ಡಾ. ನಾಗಭೂಷಣ ಬಗ್ಗನಡು ನುಡಿನಮನ ಸಲ್ಲಿಸಿದರು. ಕಾರ್ಯಕ್ರಮದಲ್ಲಿ ಚಿಕ್ಕೋರ ಸಂಚಾಲಕರಾದ ಡಾ. ನಾಗಭೂಷಣ ಬಗ್ಗನಡು, ಶ್ರೀಮತಿ ಮಲ್ಲಿಕಾ ಬಸವರಾಜು, ಶ್ರೀ ಸಿದ್ಧಾರ್ಥ ಪ್ರಥಮ ದರ್ಜೆ ಕಾಲೇಜಿನ ಕನ್ನಡ ವಿಭಾಗದ ಮುಖ್ಯಸ್ಥರಾದ ರಮೇಶ್ ಮಣ್ಣೆ ಹಾಗೂ ಎಲ್ಲಾ ವಿಭಾಗದ ಬೋಧಕ-ಬೋಧಕೇತರ ಸಿಬ್ಬಂದಿ ವರ್ಗದವರು ವಿದ್ಯಾರ್ಥಿಗಳು ಭಾಗಿಯಾಗಿದ್ದರು. <box>313 418 574 580</box>
article-6-body-col-1: ತುಮಕೂರು: ಪ್ರೀತಿ ಮತ್ತು ಜ್ಞಾನಕೊಟ್ಟಷ್ಟು ವೃದ್ಧಿಯಾಗುತ್ತದೆ, ಆದ್ದರಿಂದ ಎಂದು ಬತ್ತದ ಅಕ್ಷಯ ಪಾತ್ರೆ ಎಂದು ತುಮಕೂರು ವಿಶ್ವವಿದ್ಯಾಲಯದ ಕನ್ನಡ ಸಹ ಪ್ರಾಧ್ಯಾಪಕರಾದ ಡಾ.ನಾಗಭೂಷಣ ಬಗ್ಗನಡುರವರು ಅಭಿಪ್ರಾಯಪಟ್ಟರು. ನಗರದ ಶಿರಾಗೇಟಿನಲ್ಲಿರುವ ಶ್ರೀದೇವಿ ವೈದ್ಯಕೀಯ ಮಹಾವಿದ್ಯಾಲಯ ಮತ್ತು ಸಂಶೋಧನಾ ಕೇಂದ್ರದ ವತಿಯಿಂದ ಆಯೋಜಿಸಿದ್ದ ಸಮುದ್ರ ಹಸ್ತಕ ಬಿಡುಗಡೆ ಸಮಾರಂಭವನ್ನು ಮೇ 26 ಸೋಮವಾರ ಬೆಳಗ್ಗೆ 11 ಗಂಟೆಗೆ ಸಮಾರಂಭವನ್ನು ಹಮ್ಮಿಕೊಳ್ಳಲಾಗಿತ್ತು. ಕಾರ್ಯಕ್ರಮದಲ್ಲಿ ಡಾ.ನಾಗಭೂಷಣ ಬಗ್ಗನಡುರವರು ಮಾತನಾಡುತ್ತಾ ಮಾನವೀಯ ಸಂಬಂಧಗಳು ಗಟ್ಟಿಯಾಗಬೇಕಾದರೆ, ಅದಕ್ಕೆ ಹೆಚ್ಚಿನ ಮೌಲ್ಯ ಸಿಗಬೇಕಾದರೆ, ಮನುಷ್ಯತ್ವ ಅಂತ ಕರ್ಣದ ಸಂಬಂಧಗಳು ರಕ್ತದ ಸಂಬಂಧದಲ್ಲಿ ಬೇಕೇ ಅವರಾಗಿ ಬೇರೂರಬೇಕು. ಇದಕ್ಕೆ ಕೌಟುಂಬಿಕ ವಾತಾವರಣ ಪೂರಕವಾಗಿರಬೇಕು. ಪ್ರತಿ ಗುರುವಿಗೆ ನಾಯಿ ಬಿಡಬೇಕು. ತೀವ್ರ ಆತ್ಮೀಯ ಸಂಬಂಧವನ್ನು ವ್ಯವಸ್ಥಿತವಾಗಿ ಇಲ್ಲಿದಬೇಕು. ವಾತಾವರಣ ಬದಲಾಗಿ ನೀಡಬೇಕು. ಶ್ರೀದೇವಿ ಪ್ರೀತಿ ತೋರಿ ಮನೋಭಾವನೆ ಮೂಡಿಸಬೇಕು ಎಂದರು. ಕಾರ್ಯಕ್ರಮದ ಉದ್ಘಾಟನೆಯನ್ನು ಶ್ರೀದೇವಿ ಸಮೂಹ ಶಿಕ್ಷಣ ಸಂಸ್ಥೆಯ ಸಂಸ್ಥಾಪಕ ಅಧ್ಯಕ್ಷರಾದ ಡಾ.ಎಂ.ಆರ್. ಹುಲಿನಾಯ್ಕರ್ ರವರು ಮಾತನಾಡುತ್ತಾ ಕೋವಿಡ್ ಸಂದರ್ಭದಲ್ಲಿ ಅಂಜದೆ ಸಿಬ್ಬಂದಿ ನಿರ್ವಹಿಸಿದ ಪಾತ್ರ ಮರೆಯಲಾಗದು. <box>952 1620 1202 1914</box>
article-2-headline: ಮಕ್ಕಳ ಹಕ್ಕುಗಳ ರಕ್ಷಣೆಗೆ ನಗರಸಭೆ ಸದಸ್ಯರು, ಅಧಿಕಾರಿಗಳು ಆದ್ಯತೆ ವಹಿಸಿ : ಡಾ.ತಿಪ್ಪೇಸ್ವಾಮಿ.ಕೆ.ಟಿ. <box>587 57 1328 84</box>
article-4-body: ಶಿರಾ : ಗುಬ್ಬಿ ತಾಲ್ಲೂಕು ಚೇಳೂರು ಬಳಿ ಇರುವ ಪಟ್ಟಣ್ಣವನಹಳ್ಳಿ ಎಸ್ಕೇಪ್ ಗೇಟ್ ಮೂಲಕ ಶಿರಾ ತಾಲೂಕು ಕಳ್ಳಂಬೆಳ್ಳ ಕೆರೆಗೆ ಹೇಮಾವತಿ ನೀರನ್ನು ಸೋಮವಾರದಿಂದ ಹರಿಸಲಾಯಿತು. ಹೇಮಾವತಿ ಜಲಾನಯನ ಪ್ರದೇಶದಲ್ಲಿ ಉತ್ತಮ ಮಳೆಯಾಗುತ್ತಿರುವುದರಿಂದ 2025-26ನೇ ಸಾಲಿನ ಹೇಮಾವತಿ ನೀರನ್ನು ಶಿರಾ ತಾಲೂಕಿನ ಕಳ್ಳಂಬೆಳ್ಳ, ಶಿರಾ ದೊಡ್ಡ ಕೆರೆ, ಮದಲೂರು ಕೆರೆಗೆ ಹರಿಸಲು ರಾಜ್ಯ ಸರಕಾರದ ಮೇಲೆ ವಿಶೇಷ ಪ್ರತಿನಿಧಿ ಹಾಗೂ ಶಾಸಕರಾದ ಡಾ.ಟಿ.ಬಿ.ಜಯಚಂದ್ರ ಅವರ ಮನವಿ ಮೇರೆಗೆ ಇಂದಿನಿಂದಲೇ ಚಾಲನೆ ನೀಡಲಾಯಿತು. ಹೇಮಾವತಿ ನಾಲೆ ನೀರು ಶಿರಾ ತಾಲ್ಲೂಕಿನ ಕಳ್ಳಂಬೆಳ್ಳ, ಶಿರಾ ಮತ್ತು ಮದಲೂರು ಕೆರೆಗಳತ್ತ ಹರಿಯುತ್ತಿದ್ದು ಸತತ 22ನೇ ವರ್ಷ ಹೇಮಾವತಿ ತಾಲ್ಲೂಕಿಗೆ ಹರಿಯುತ್ತಿದ್ದು ತಾಲೂಕಿನ ರೈತರು, ಸಾರ್ವಜನಿಕರು ಸಂತಸ ವ್ಯಕ್ತಪಡಿಸಿದ್ದಾರೆ. <box>952 1103 1468 1199</box>
article-2-body-col-3: ಶಿಕ್ಷಣ ಇಲಾಖೆಯ ಸಹಯೋಗದೊಂದಿಗೆ ವಿಕಲಚೇತನರ ಡೇಕೇರ್ ಸೆಂಟರ್ ಗೆ ಅವಶ್ಯಕತೆಯ ಕೆಲಸಗಳನ್ನು ಕೈಗೊಳ್ಳಲು ಕ್ರಮವಹಿಸಲಾಗಿದೆ ಎಂದರು. ಅಲ್ಲದೆ ನಗರ ಸಭಾ ವ್ಯಾಪ್ತಿಯಲ್ಲಿ ಶಾಲೆಟ್ಟ ಮಕ್ಕಳ ಸಮೀಕ್ಷೆ ಕೈಗೊಂಡಿದ್ದು ಶಾಲೆಗೆ ಕರೆತರಲು ಕ್ರಮಕೈಗೊಳ್ಳಲಾಗುವುದು ಎಂದರು. ಸಭೆಯಲ್ಲಿ ನಗರಸಭೆ ಅಧ್ಯಕ್ಷರಾದ ಜಿಶಾನ್ ಮೆಹಮದ್, ಉಪಾಧ್ಯಕ್ಷ ಲಕ್ಷ್ಮೀಕಾಂತ್, ಆಯುಕ್ತ ರುದ್ರೇಶ್, ಜಿಲ್ಲಾ ಮಕ್ಕಳ ರಕ್ಷಣಾಧಿಕಾರಿ ದಿನೇಶ್, ಶಿಶು ಅಭಿವೃದ್ಧಿ ಅಧಿಕಾರಿ ರಾಜಾನಾಯ್ಕ್, ರಕ್ಷಣಾಧಿಕಾರಿ ಶಿಲ್ಪಾ ಸೇರಿದಂತೆ ವಿವಿಧ ಅಧಿಕಾರಿಗಳು ಮತ್ತು ಸಿಬ್ಬಂದಿಗಳು ಹಾಜರಿದ್ದರು. <box>1191 478 1468 590</box>
newspaper-tagline: ಕನ್ನಡ ದಿನಪತ್ರಿಕೆ <box>189 23 261 41</box>
